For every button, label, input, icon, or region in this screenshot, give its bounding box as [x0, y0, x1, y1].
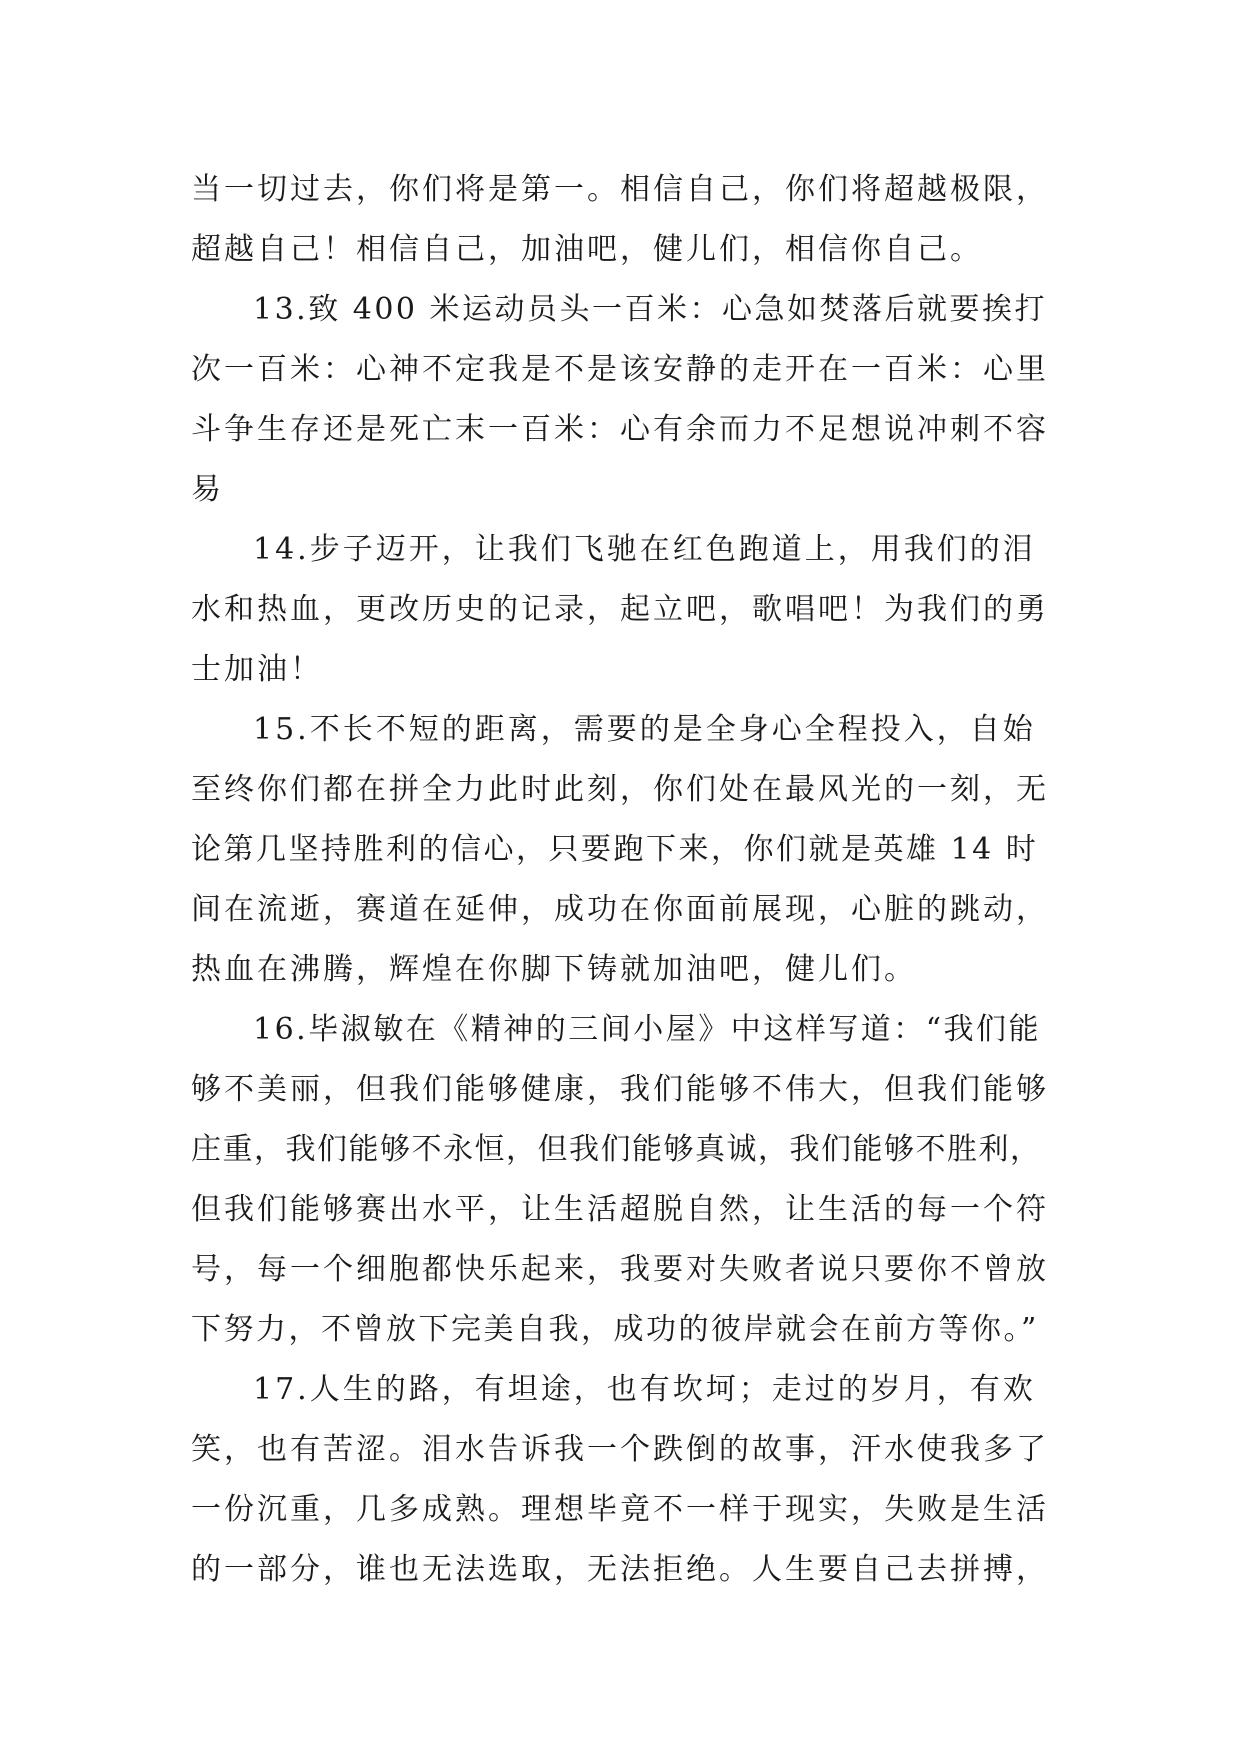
text-line: 一份沉重，几多成熟。理想毕竟不一样于现实，失败是生活: [191, 1492, 1049, 1527]
text-line: 水和热血，更改历史的记录，起立吧，歌唱吧！为我们的勇: [191, 592, 1049, 627]
text-line: 超越自己！相信自己，加油吧，健儿们，相信你自己。: [191, 232, 983, 267]
text-line: 庄重，我们能够不永恒，但我们能够真诚，我们能够不胜利，: [191, 1132, 1042, 1167]
text-line: 论第几坚持胜利的信心，只要跑下来，你们就是英雄 14 时: [191, 832, 1039, 867]
text-line: 易: [191, 472, 224, 507]
document-body: [191, 160, 1051, 1600]
text-line: 斗争生存还是死亡末一百米：心有余而力不足想说冲刺不容: [191, 412, 1049, 447]
text-line: 士加油！: [191, 652, 323, 687]
text-line: 当一切过去，你们将是第一。相信自己，你们将超越极限，: [191, 172, 1049, 207]
text-line: 但我们能够赛出水平，让生活超脱自然，让生活的每一个符: [191, 1192, 1049, 1227]
text-line: 笑，也有苦涩。泪水告诉我一个跌倒的故事，汗水使我多了: [191, 1432, 1049, 1467]
text-line: 热血在沸腾，辉煌在你脚下铸就加油吧，健儿们。: [191, 952, 917, 987]
paragraph-first-line: 16.毕淑敏在《精神的三间小屋》中这样写道：“我们能: [253, 1012, 1042, 1047]
paragraph-first-line: 14.步子迈开，让我们飞驰在红色跑道上，用我们的泪: [253, 532, 1036, 567]
paragraph-first-line: 13.致 400 米运动员头一百米：心急如焚落后就要挨打: [253, 292, 1048, 327]
paragraph-first-line: 15.不长不短的距离，需要的是全身心全程投入，自始: [253, 712, 1036, 747]
text-line: 够不美丽，但我们能够健康，我们能够不伟大，但我们能够: [191, 1072, 1049, 1107]
text-line: 至终你们都在拼全力此时此刻，你们处在最风光的一刻，无: [191, 772, 1049, 807]
text-line: 号，每一个细胞都快乐起来，我要对失败者说只要你不曾放: [191, 1252, 1049, 1287]
text-line: 的一部分，谁也无法选取，无法拒绝。人生要自己去拼搏，: [191, 1552, 1049, 1587]
text-line: 次一百米：心神不定我是不是该安静的走开在一百米：心里: [191, 352, 1049, 387]
paragraph-first-line: 17.人生的路，有坦途，也有坎坷；走过的岁月，有欢: [253, 1372, 1036, 1407]
text-line: 下努力，不曾放下完美自我，成功的彼岸就会在前方等你。”: [191, 1312, 1039, 1347]
text-line: 间在流逝，赛道在延伸，成功在你面前展现，心脏的跳动，: [191, 892, 1049, 927]
